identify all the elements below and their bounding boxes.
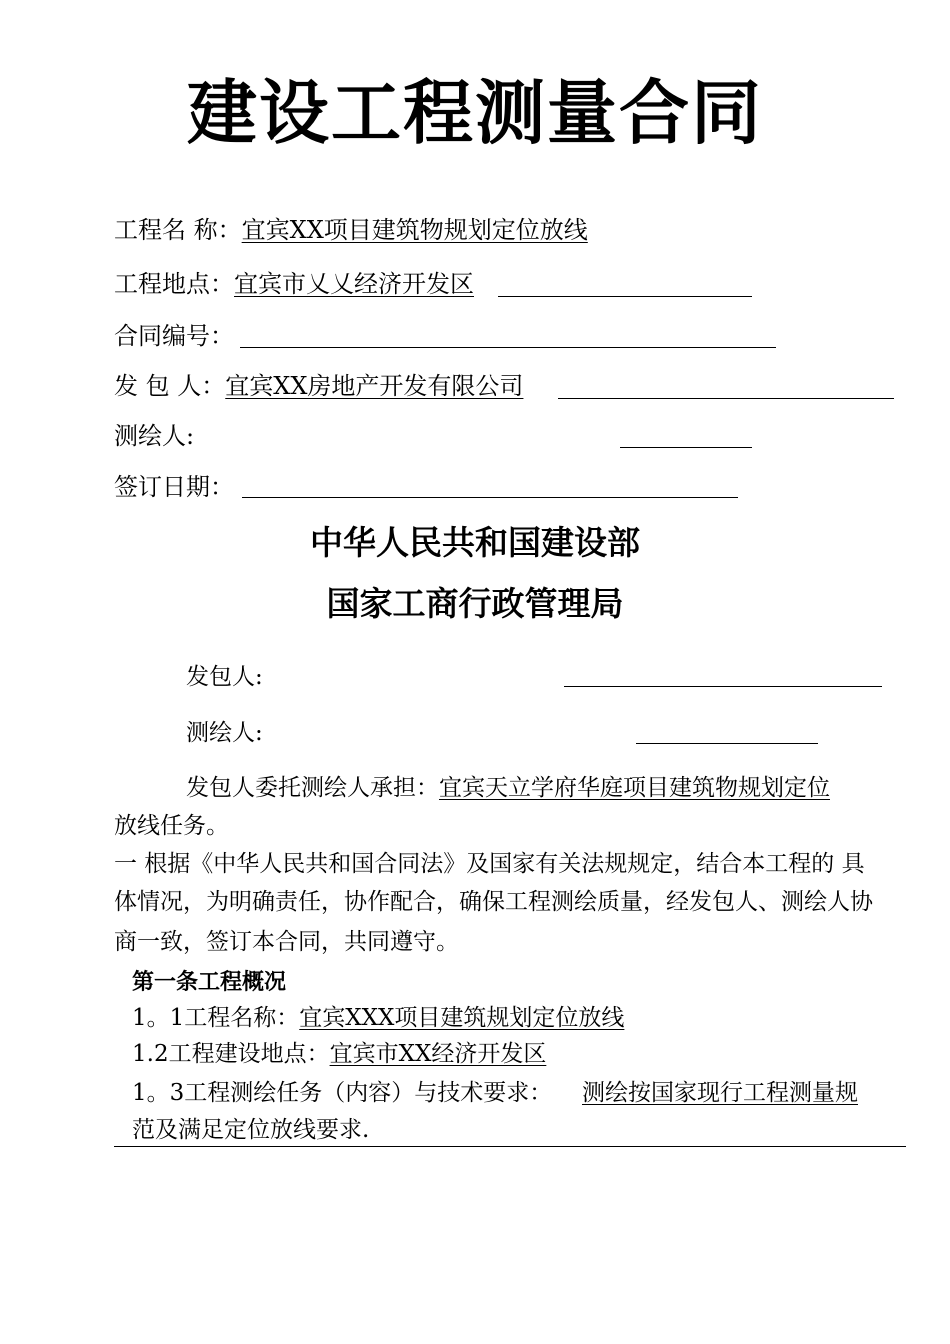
item-1-2-value: 宜宾市XX经济开发区 xyxy=(329,1041,547,1067)
item-1-3-value: 测绘按国家现行工程测量规 xyxy=(582,1080,858,1106)
contract-no-blank-line xyxy=(240,347,776,348)
contract-no-label: 合同编号： xyxy=(114,322,234,350)
entrust-cont: 放线任务。 xyxy=(114,813,229,839)
item-1-3-label: 1。3工程测绘任务（内容）与技术要求： xyxy=(132,1080,553,1106)
location-label: 工程地点： xyxy=(114,270,234,298)
contract-title: 建设工程测量合同 xyxy=(187,72,763,154)
parties-employer-label: 发包人: xyxy=(186,664,263,690)
item-1-1-label: 1。1工程名称： xyxy=(132,1005,300,1031)
location-value: 宜宾市乂乂经济开发区 xyxy=(234,270,474,298)
entrust-project: 宜宾天立学府华庭项目建筑物规划定位 xyxy=(439,775,830,801)
location-blank-line xyxy=(498,296,752,297)
contract-no-field xyxy=(114,320,234,352)
item-1-1-value: 宜宾XXX项目建筑规划定位放线 xyxy=(299,1005,625,1031)
surveyor-blank-line xyxy=(620,447,752,448)
project-name-field xyxy=(114,214,588,246)
surveyor-field xyxy=(114,420,194,452)
parties-employer-blank-line xyxy=(564,686,882,687)
sign-date-label: 签订日期： xyxy=(114,473,234,501)
sign-date-field xyxy=(114,471,234,503)
employer-value: 宜宾XX房地产开发有限公司 xyxy=(225,372,524,400)
employer-field xyxy=(114,370,523,402)
clause-1-line-3: 商一致，签订本合同，共同遵守。 xyxy=(114,929,459,955)
entrust-prefix: 发包人委托测绘人承担： xyxy=(186,775,439,801)
item-1-2 xyxy=(132,1038,546,1070)
issuer-ministry: 中华人民共和国建设部 xyxy=(310,523,640,562)
parties-surveyor-blank-line xyxy=(636,743,818,744)
location-field xyxy=(114,268,474,300)
project-name-label: 工程名 称： xyxy=(114,216,242,244)
entrust-line xyxy=(186,772,830,804)
employer-label: 发 包 人： xyxy=(114,372,226,400)
item-1-1 xyxy=(132,1002,624,1034)
article-1-title: 第一条工程概况 xyxy=(132,970,287,995)
project-name-value: 宜宾XX项目建筑物规划定位放线 xyxy=(241,216,588,244)
item-1-3-cont: 范及满足定位放线要求. xyxy=(132,1117,370,1143)
clause-1-line-1: 一 根据《中华人民共和国合同法》及国家有关法规规定，结合本工程的 具 xyxy=(114,851,865,877)
item-1-2-label: 1.2工程建设地点： xyxy=(132,1041,330,1067)
clause-1-line-2: 体情况，为明确责任，协作配合，确保工程测绘质量，经发包人、测绘人协 xyxy=(114,889,873,915)
parties-surveyor-label: 测绘人: xyxy=(186,720,263,746)
sign-date-blank-line xyxy=(242,497,738,498)
item-1-3-underline xyxy=(114,1146,906,1147)
surveyor-label: 测绘人: xyxy=(114,422,195,450)
employer-blank-line xyxy=(558,398,894,399)
issuer-bureau: 国家工商行政管理局 xyxy=(326,584,624,623)
